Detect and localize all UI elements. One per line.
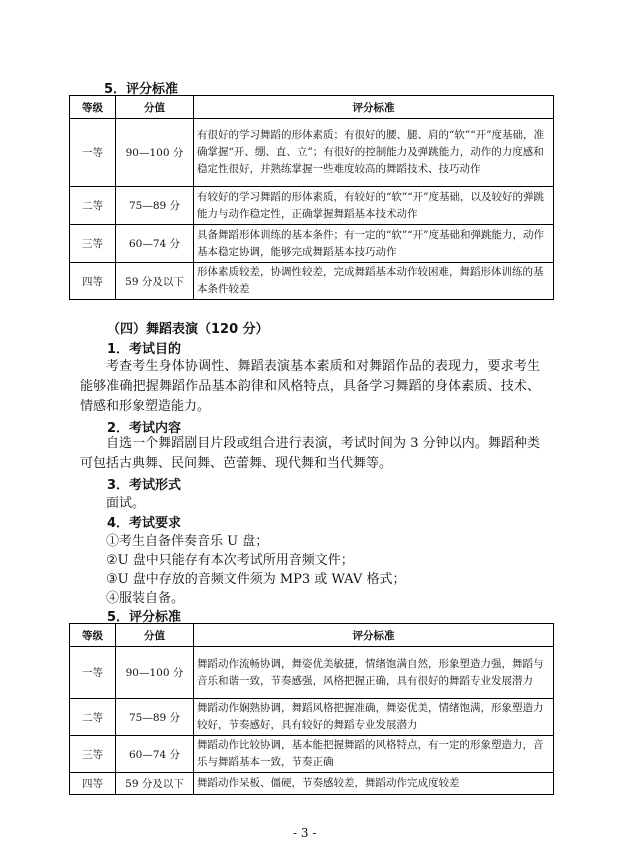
grade-level: 一等 (70, 119, 116, 187)
header-score: 分值 (116, 624, 194, 647)
table-row (70, 773, 554, 795)
grade-criteria: 具备舞蹈形体训练的基本条件；有一定的“软”“开”度基础和弹跳能力，动作基本稳定协调，能够完成舞蹈基本技巧动作 (194, 225, 554, 263)
grade-score: 90—100 分 (116, 647, 194, 699)
table-row (70, 699, 554, 736)
header-level: 等级 (70, 96, 116, 119)
grade-criteria: 有较好的学习舞蹈的形体素质，有较好的“软”“开”度基础，以及较好的弹跳能力与动作稳定性，正确掌握舞蹈基本技术动作 (194, 187, 554, 225)
table-header-row (70, 96, 554, 119)
grade-score: 60—74 分 (116, 225, 194, 263)
table-header-row (70, 624, 554, 647)
table-row (70, 263, 554, 300)
section-heading-scoring-2: 5．评分标准 (107, 610, 182, 625)
scoring-table-1 (69, 95, 554, 300)
grade-criteria: 舞蹈动作流畅协调，舞姿优美敏捷，情绪饱满自然，形象塑造力强，舞蹈与音乐和谐一致，节奏感强，风格把握正确，具有很好的舞蹈专业发展潜力 (194, 647, 554, 699)
table-row (70, 736, 554, 773)
grade-score: 90—100 分 (116, 119, 194, 187)
grade-criteria: 舞蹈动作呆板、僵硬，节奏感较差，舞蹈动作完成度较差 (194, 773, 554, 795)
header-level: 等级 (70, 624, 116, 647)
grade-criteria: 形体素质较差，协调性较差，完成舞蹈基本动作较困难，舞蹈形体训练的基本条件较差 (194, 263, 554, 300)
grade-criteria: 有很好的学习舞蹈的形体素质；有很好的腰、腿、肩的“软”“开”度基础，准确掌握“开、绷、直、立”；有很好的控制能力及弹跳能力，动作的力度感和稳定性很好，并熟练掌握一些难度较高的舞蹈技术、技巧动作 (194, 119, 554, 187)
table-row (70, 225, 554, 263)
section-title-dance-performance: （四）舞蹈表演（120 分） (107, 322, 269, 337)
heading-exam-form: 3．考试形式 (107, 478, 182, 493)
grade-level: 三等 (70, 736, 116, 773)
exam-purpose-text: 考查考生身体协调性、舞蹈表演基本素质和对舞蹈作品的表现力，要求考生能够准确把握舞蹈作品基本韵律和风格特点，具备学习舞蹈的身体素质、技术、情感和形象塑造能力。 (80, 359, 540, 414)
table-row (70, 119, 554, 187)
grade-score: 75—89 分 (116, 187, 194, 225)
page-number: - 3 - (293, 826, 317, 840)
grade-score: 59 分及以下 (116, 263, 194, 300)
requirement-item: ③U 盘中存放的音频文件须为 MP3 或 WAV 格式； (106, 572, 406, 587)
heading-exam-purpose: 1．考试目的 (107, 342, 182, 357)
heading-exam-content: 2．考试内容 (107, 421, 182, 436)
grade-criteria: 舞蹈动作娴熟协调，舞蹈风格把握准确，舞姿优美，情绪饱满，形象塑造力较好，节奏感好，具有较好的舞蹈专业发展潜力 (194, 699, 554, 736)
grade-level: 二等 (70, 187, 116, 225)
exam-form-text: 面试。 (106, 496, 146, 511)
section-heading-scoring-1: 5．评分标准 (104, 82, 179, 97)
requirement-item: ④服装自备。 (106, 591, 185, 606)
grade-score: 75—89 分 (116, 699, 194, 736)
grade-level: 三等 (70, 225, 116, 263)
grade-level: 二等 (70, 699, 116, 736)
grade-score: 59 分及以下 (116, 773, 194, 795)
header-criteria: 评分标准 (194, 624, 554, 647)
scoring-table-2 (69, 623, 554, 795)
grade-level: 一等 (70, 647, 116, 699)
header-score: 分值 (116, 96, 194, 119)
grade-level: 四等 (70, 263, 116, 300)
exam-content-text: 自选一个舞蹈剧目片段或组合进行表演，考试时间为 3 分钟以内。舞蹈种类可包括古典舞、民间舞、芭蕾舞、现代舞和当代舞等。 (80, 436, 540, 471)
grade-level: 四等 (70, 773, 116, 795)
table-row (70, 187, 554, 225)
grade-criteria: 舞蹈动作比较协调，基本能把握舞蹈的风格特点，有一定的形象塑造力，音乐与舞蹈基本一致，节奏正确 (194, 736, 554, 773)
grade-score: 60—74 分 (116, 736, 194, 773)
table-row (70, 647, 554, 699)
heading-exam-requirements: 4．考试要求 (107, 516, 182, 531)
requirement-item: ②U 盘中只能存有本次考试所用音频文件； (106, 553, 354, 568)
requirement-item: ①考生自备伴奏音乐 U 盘； (106, 534, 269, 549)
header-criteria: 评分标准 (194, 96, 554, 119)
